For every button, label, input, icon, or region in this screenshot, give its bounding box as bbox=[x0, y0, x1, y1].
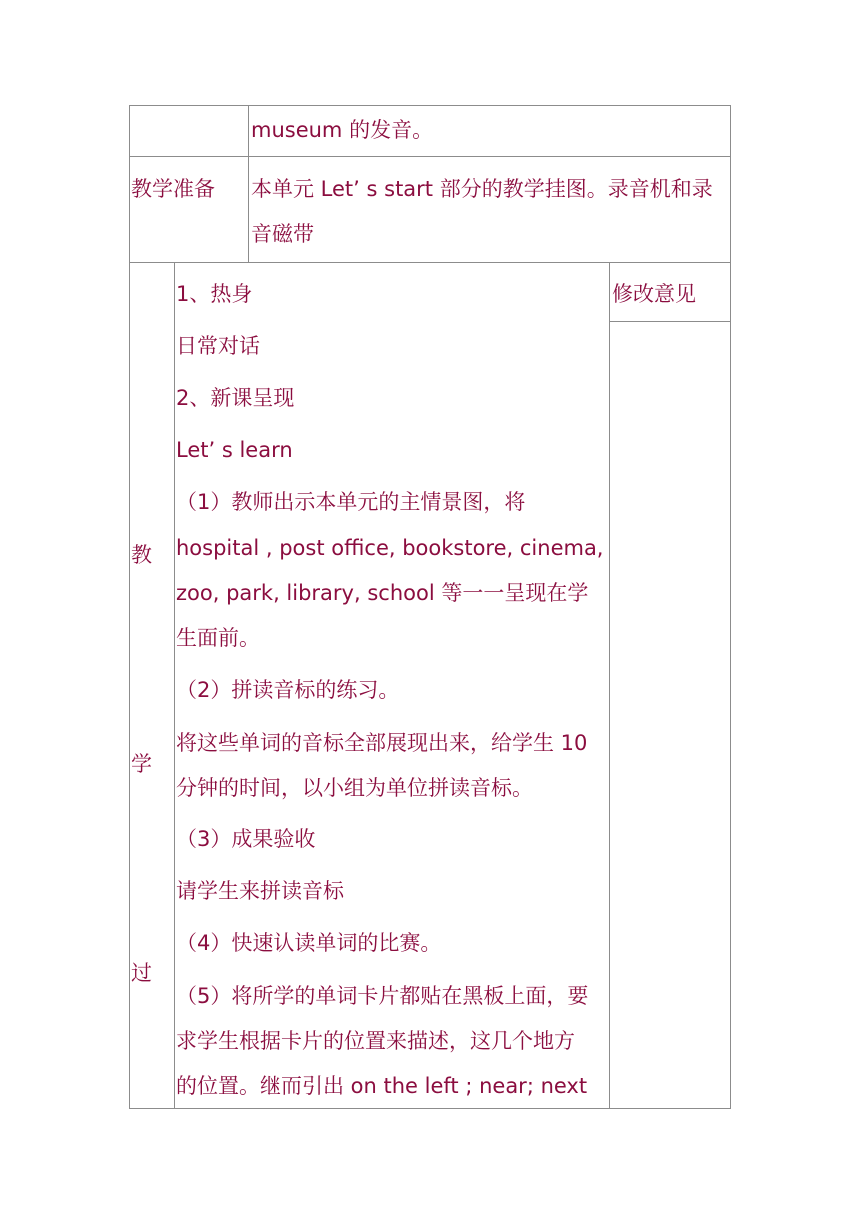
process-line: 将这些单词的音标全部展现出来，给学生 10 bbox=[176, 731, 588, 755]
label-column-divider bbox=[248, 105, 249, 263]
row-divider-2 bbox=[129, 262, 731, 263]
table-border-right bbox=[730, 105, 731, 1109]
remarks-header-divider bbox=[610, 321, 731, 322]
process-line: 生面前。 bbox=[176, 626, 260, 650]
row-divider-1 bbox=[129, 156, 731, 157]
process-line: 求学生根据卡片的位置来描述，这几个地方 bbox=[176, 1029, 575, 1053]
process-line: （4）快速认读单词的比赛。 bbox=[176, 931, 442, 955]
process-line: 2、新课呈现 bbox=[176, 386, 295, 410]
row2-content-line-2: 音磁带 bbox=[251, 222, 314, 246]
process-column-divider bbox=[174, 262, 175, 1109]
process-line: （1）教师出示本单元的主情景图，将 bbox=[176, 490, 526, 514]
table-border-left bbox=[129, 105, 130, 1109]
process-line: 分钟的时间，以小组为单位拼读音标。 bbox=[176, 776, 533, 800]
process-line: （5）将所学的单词卡片都贴在黑板上面，要 bbox=[176, 984, 589, 1008]
process-line: （3）成果验收 bbox=[176, 827, 316, 851]
process-line: 1、热身 bbox=[176, 282, 253, 306]
process-line: 日常对话 bbox=[176, 334, 260, 358]
remarks-column-divider bbox=[609, 262, 610, 1109]
process-line: 请学生来拼读音标 bbox=[176, 879, 344, 903]
table-border-top bbox=[129, 105, 731, 106]
process-line: hospital , post office, bookstore, cinema, bbox=[176, 536, 604, 560]
vertical-label-char-3: 过 bbox=[131, 961, 152, 985]
process-line: zoo, park, library, school 等一一呈现在学 bbox=[176, 581, 589, 605]
remarks-header: 修改意见 bbox=[612, 282, 696, 306]
row1-content: museum 的发音。 bbox=[251, 118, 434, 142]
process-line: Let’ s learn bbox=[176, 438, 293, 462]
row2-content-line-1: 本单元 Let’ s start 部分的教学挂图。录音机和录 bbox=[251, 177, 713, 201]
process-line: 的位置。继而引出 on the left ; near; next bbox=[176, 1074, 588, 1098]
vertical-label-char-2: 学 bbox=[131, 752, 152, 776]
vertical-label-char-1: 教 bbox=[131, 543, 152, 567]
row2-label: 教学准备 bbox=[131, 177, 215, 201]
process-line: （2）拼读音标的练习。 bbox=[176, 678, 400, 702]
table-border-bottom bbox=[129, 1108, 731, 1109]
